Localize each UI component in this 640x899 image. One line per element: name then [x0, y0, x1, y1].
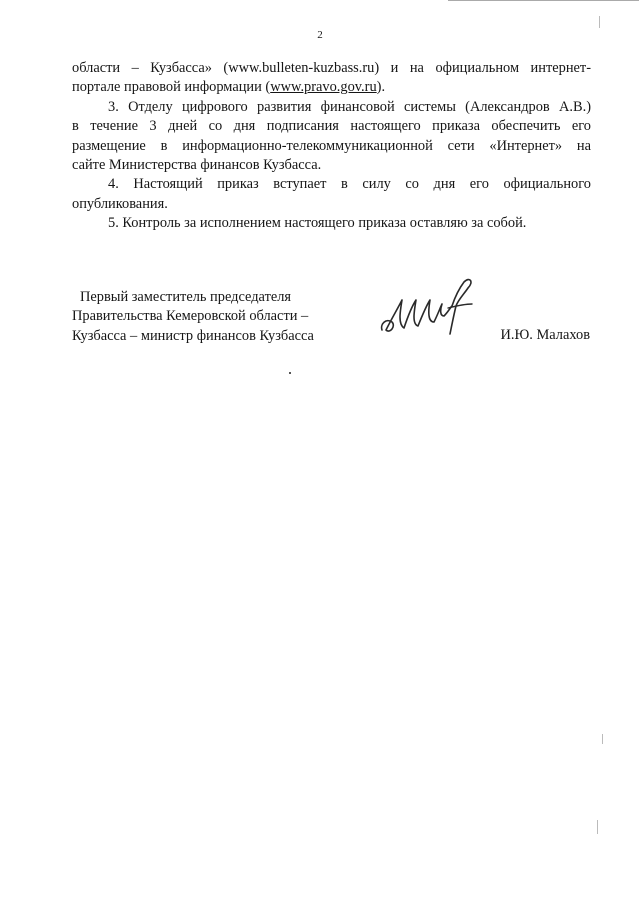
- item-5-line: 5. Контроль за исполнением настоящего приказа оставляю за собой.: [108, 215, 527, 232]
- scan-artifact: [602, 734, 603, 744]
- handwritten-signature: [378, 268, 478, 348]
- link-suffix: ).: [376, 79, 386, 96]
- signer-position: [72, 288, 332, 346]
- item-4-line: опубликования.: [72, 195, 168, 212]
- paragraph-continuation-line: области – Кузбасса» (www.bulleten-kuzbass.ru) и на официальном интернет-: [72, 60, 591, 76]
- link-prefix: портале правовой информации (: [72, 79, 271, 96]
- document-body: [72, 59, 591, 234]
- scan-artifact: [289, 372, 291, 374]
- signer-position-line: Правительства Кемеровской области –: [72, 308, 309, 325]
- paragraph-continuation-line: [72, 78, 591, 97]
- scan-artifact: [599, 16, 600, 28]
- item-3-line: сайте Министерства финансов Кузбасса.: [72, 157, 322, 174]
- signer-position-line: Кузбасса – министр финансов Кузбасса: [72, 327, 314, 344]
- page-number: 2: [317, 29, 323, 41]
- item-3-line: 3. Отделу цифрового развития финансовой системы (Александров А.В.): [108, 98, 591, 115]
- pravo-gov-link[interactable]: www.pravo.gov.ru: [270, 79, 377, 96]
- signer-position-line: Первый заместитель председателя: [80, 289, 292, 305]
- item-4-line: 4. Настоящий приказ вступает в силу со дня его официального: [108, 176, 591, 193]
- item-3-line: размещение в информационно-телекоммуникационной сети «Интернет» на: [72, 137, 591, 154]
- signer-name: И.Ю. Малахов: [500, 327, 590, 343]
- item-3-line: в течение 3 дней со дня подписания настоящего приказа обеспечить его: [72, 118, 591, 135]
- scan-artifact: [597, 820, 598, 834]
- scan-artifact: [448, 0, 639, 1]
